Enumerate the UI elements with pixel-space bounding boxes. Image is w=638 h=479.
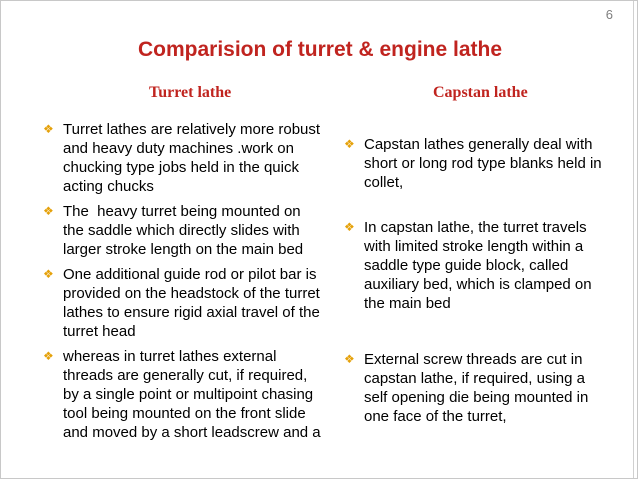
turret-lathe-list — [41, 120, 323, 442]
list-item-text: External screw threads are cut in capstan lathe, if required, using a self opening die being mounted in one face of the turret, — [364, 351, 593, 425]
list-item-text: Turret lathes are relatively more robust and heavy duty machines .work on chucking type jobs held in the quick acting chucks — [63, 121, 325, 195]
bullet-icon: ❖ — [344, 352, 355, 366]
list-item-text: One additional guide rod or pilot bar is provided on the headstock of the turret lathes to ensure rigid axial travel of the turret head — [63, 266, 325, 340]
list-item — [41, 120, 323, 196]
list-item — [41, 265, 323, 341]
list-item-text: whereas in turret lathes external threads are generally cut, if required, by a single point or multipoint chasing tool being mounted on the front slide and moved by a short leadscrew and a — [63, 348, 321, 441]
page-title: Comparision of turret & engine lathe — [137, 38, 503, 61]
capstan-lathe-column — [342, 135, 612, 443]
list-item — [342, 135, 612, 192]
turret-lathe-heading: Turret lathe — [149, 84, 232, 101]
frame-border — [633, 1, 634, 478]
bullet-icon: ❖ — [43, 267, 54, 281]
turret-lathe-column — [41, 120, 323, 448]
bullet-icon: ❖ — [344, 137, 355, 151]
list-item — [342, 218, 612, 313]
list-item-text: In capstan lathe, the turret travels with limited stroke length within a saddle type guide block, called auxiliary bed, which is clamped on the main bed — [364, 219, 596, 312]
list-item-text: The heavy turret being mounted on the saddle which directly slides with larger stroke length on the main bed — [63, 203, 305, 258]
capstan-lathe-heading: Capstan lathe — [433, 84, 528, 101]
list-item — [41, 202, 323, 259]
bullet-icon: ❖ — [344, 220, 355, 234]
capstan-lathe-list — [342, 135, 612, 426]
bullet-icon: ❖ — [43, 122, 54, 136]
bullet-icon: ❖ — [43, 204, 54, 218]
page-number: 6 — [605, 7, 613, 22]
list-item-text: Capstan lathes generally deal with short or long rod type blanks held in collet, — [364, 136, 606, 191]
list-item — [41, 347, 323, 442]
list-item — [342, 350, 612, 426]
bullet-icon: ❖ — [43, 349, 54, 363]
